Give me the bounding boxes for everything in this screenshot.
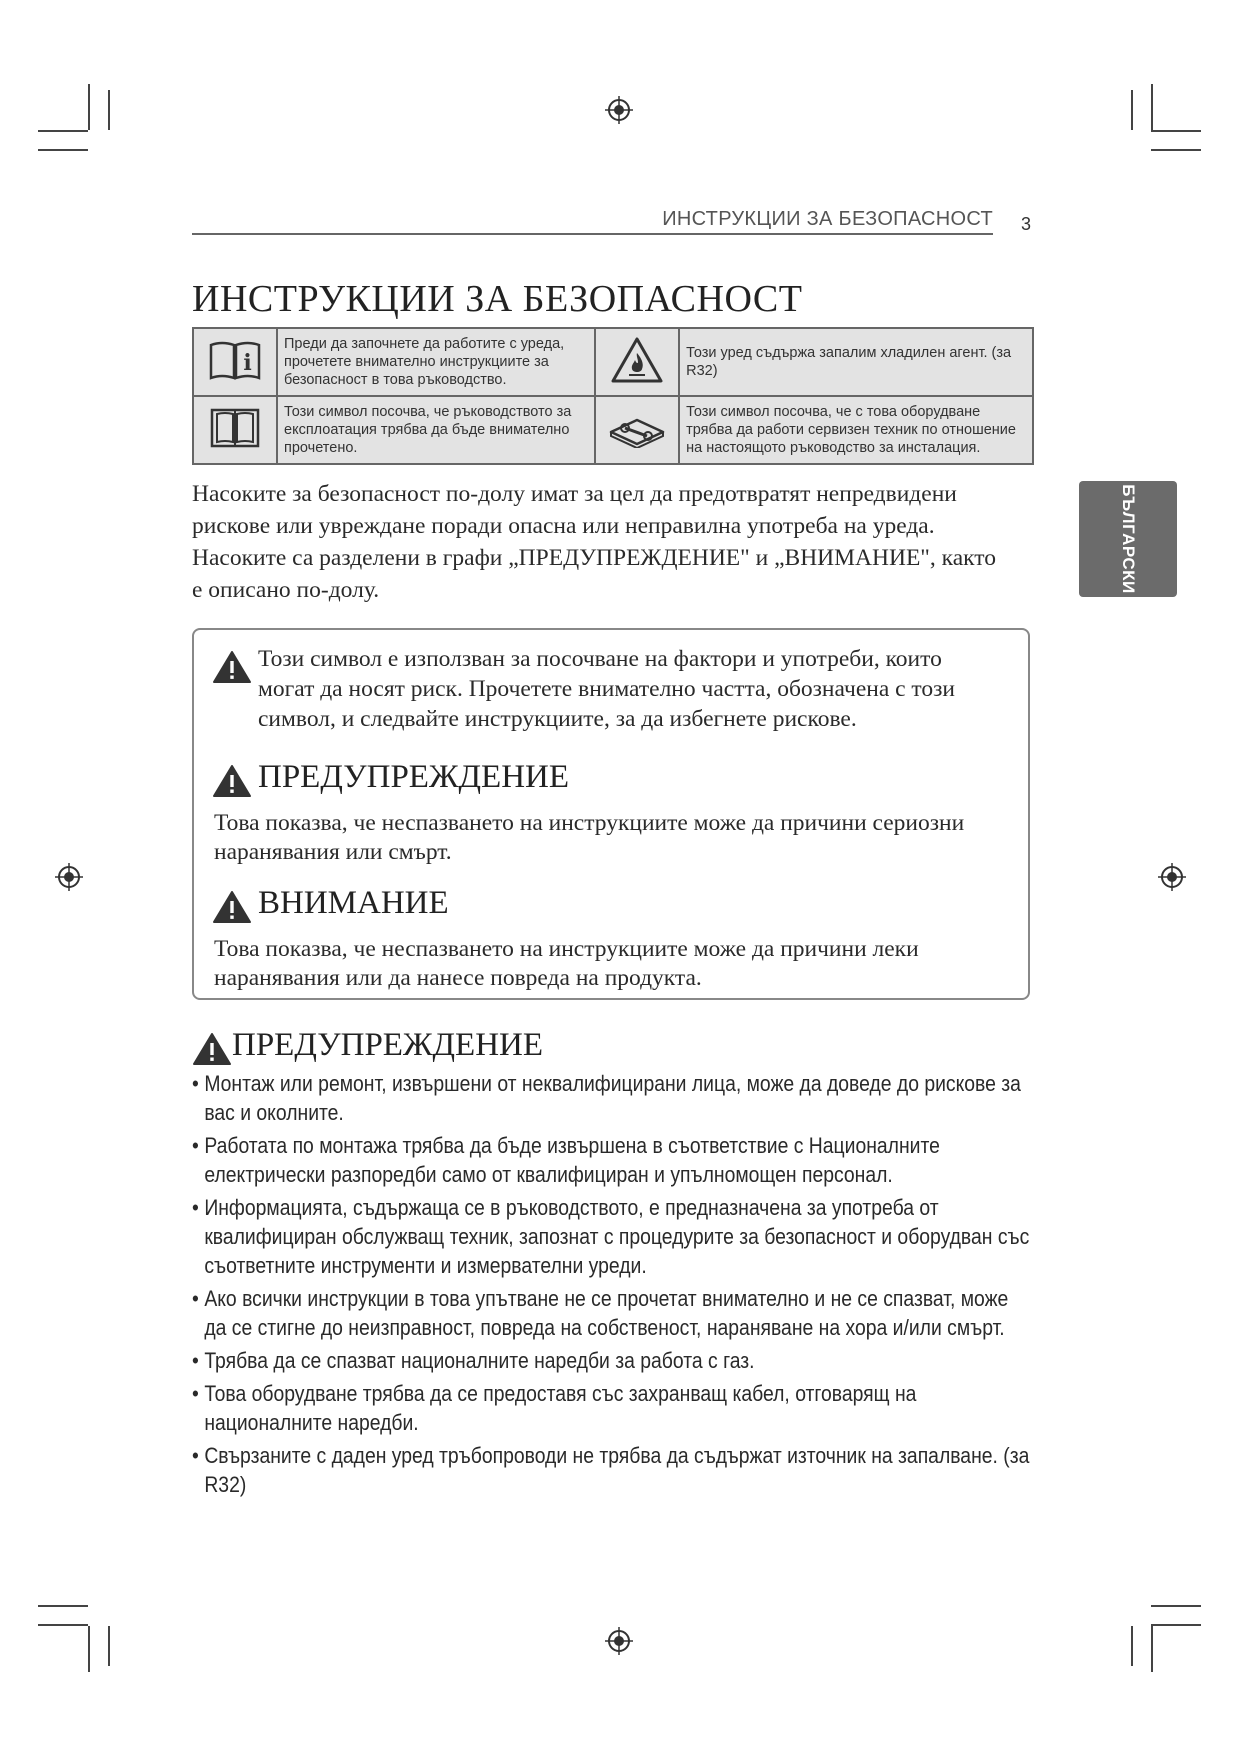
table-icon-cell — [595, 328, 679, 396]
table-cell-text: Преди да започнете да работите с уреда, прочетете внимателно инструкциите за безопасност в това ръководство. — [277, 328, 595, 396]
running-header — [192, 208, 1037, 234]
svg-text:i: i — [243, 349, 252, 376]
list-item: • Работата по монтажа трябва да бъде извършена в съответствие с Националните електрически разпоредби само от квалифициран и упълномощен персонал. — [192, 1131, 1032, 1189]
page-number: 3 — [1020, 214, 1031, 234]
caution-description: Това показва, че неспазването на инструкциите може да причини леки наранявания или да нанесе повреда на продукта. — [214, 936, 919, 991]
registration-mark-icon — [1157, 862, 1187, 892]
open-book-icon — [209, 404, 261, 452]
table-cell-text: Този символ посочва, че ръководството за експлоатация трябва да бъде внимателно прочетено. — [277, 396, 595, 464]
table-icon-cell — [193, 396, 277, 464]
flammable-warning-icon — [609, 335, 665, 385]
table-row — [193, 396, 1033, 464]
table-cell-text: Този символ посочва, че с това оборудване трябва да работи сервизен техник по отношение на настоящото ръководство за инсталация. — [679, 396, 1033, 464]
list-item: • Информацията, съдържаща се в ръководството, е предназначена за употреба от квалифициран обслужващ техник, запознат с процедурите за безопасност и оборудван със съответните инструменти и измервателни уреди. — [192, 1193, 1032, 1280]
crop-mark — [108, 1626, 110, 1666]
intro-paragraph: Насоките за безопасност по-долу имат за цел да предотвратят непредвидени рискове или увреждане поради опасна или неправилна употреба на уреда. Насоките са разделени в графи „ПРЕДУПРЕЖДЕНИЕ" и „ВНИМАНИЕ", както е описано по-долу. — [192, 481, 996, 603]
registration-mark-icon — [54, 862, 84, 892]
list-item: • Това оборудване трябва да се предоставя със захранващ кабел, отговарящ на националните наредби. — [192, 1379, 1032, 1437]
running-header-title: ИНСТРУКЦИИ ЗА БЕЗОПАСНОСТ — [662, 208, 993, 230]
caution-heading: ВНИМАНИЕ — [258, 885, 449, 921]
crop-mark — [1151, 149, 1201, 151]
list-item: • Ако всички инструкции в това упътване не се прочетат внимателно и не се спазват, може да се стигне до неизправност, повреда на собственост, нараняване на хора и/или смърт. — [192, 1284, 1032, 1342]
registration-mark-icon — [604, 95, 634, 125]
warning-triangle-icon — [212, 650, 252, 684]
crop-mark — [38, 130, 88, 132]
crop-mark — [1151, 1624, 1201, 1626]
crop-mark — [38, 1624, 88, 1626]
table-row — [193, 328, 1033, 396]
crop-mark — [1151, 1626, 1153, 1672]
list-item: • Свързаните с даден уред тръбопроводи не трябва да съдържат източник на запалване. (за R32) — [192, 1441, 1032, 1499]
language-tab — [1079, 481, 1177, 597]
warning-list — [192, 1069, 1030, 1503]
page-title: ИНСТРУКЦИИ ЗА БЕЗОПАСНОСТ — [192, 278, 803, 320]
caution-triangle-icon — [212, 890, 252, 924]
header-rule — [192, 233, 993, 235]
crop-mark — [1151, 130, 1201, 132]
crop-mark — [88, 1626, 90, 1672]
table-icon-cell — [595, 396, 679, 464]
symbol-explanation: Този символ е използван за посочване на фактори и употреби, които могат да носят риск. Прочетете внимателно частта, обозначена с този символ, и следвайте инструкциите, за да избегнете рискове. — [258, 646, 956, 732]
crop-mark — [1151, 84, 1153, 130]
crop-mark — [108, 90, 110, 130]
symbols-table — [192, 327, 1034, 465]
crop-mark — [38, 149, 88, 151]
crop-mark — [1131, 1626, 1133, 1666]
registration-mark-icon — [604, 1626, 634, 1656]
warning-description: Това показва, че неспазването на инструкциите може да причини сериозни наранявания или смърт. — [214, 810, 965, 865]
warning-triangle-icon — [192, 1032, 232, 1066]
table-cell-text: Този уред съдържа запалим хладилен агент. (за R32) — [679, 328, 1033, 396]
warning-section-heading: ПРЕДУПРЕЖДЕНИЕ — [232, 1027, 544, 1063]
safety-notice-box — [192, 628, 1030, 1000]
language-tab-label: БЪЛГАРСКИ — [1119, 484, 1138, 594]
table-icon-cell — [193, 328, 277, 396]
info-manual-icon — [206, 338, 264, 382]
service-manual-icon — [607, 408, 667, 448]
warning-triangle-icon — [212, 764, 252, 798]
crop-mark — [88, 84, 90, 130]
warning-heading: ПРЕДУПРЕЖДЕНИЕ — [258, 759, 570, 795]
list-item: • Монтаж или ремонт, извършени от неквалифицирани лица, може да доведе до рискове за вас и околните. — [192, 1069, 1032, 1127]
crop-mark — [1151, 1605, 1201, 1607]
list-item: • Трябва да се спазват националните наредби за работа с газ. — [192, 1346, 1032, 1375]
crop-mark — [38, 1605, 88, 1607]
crop-mark — [1131, 90, 1133, 130]
